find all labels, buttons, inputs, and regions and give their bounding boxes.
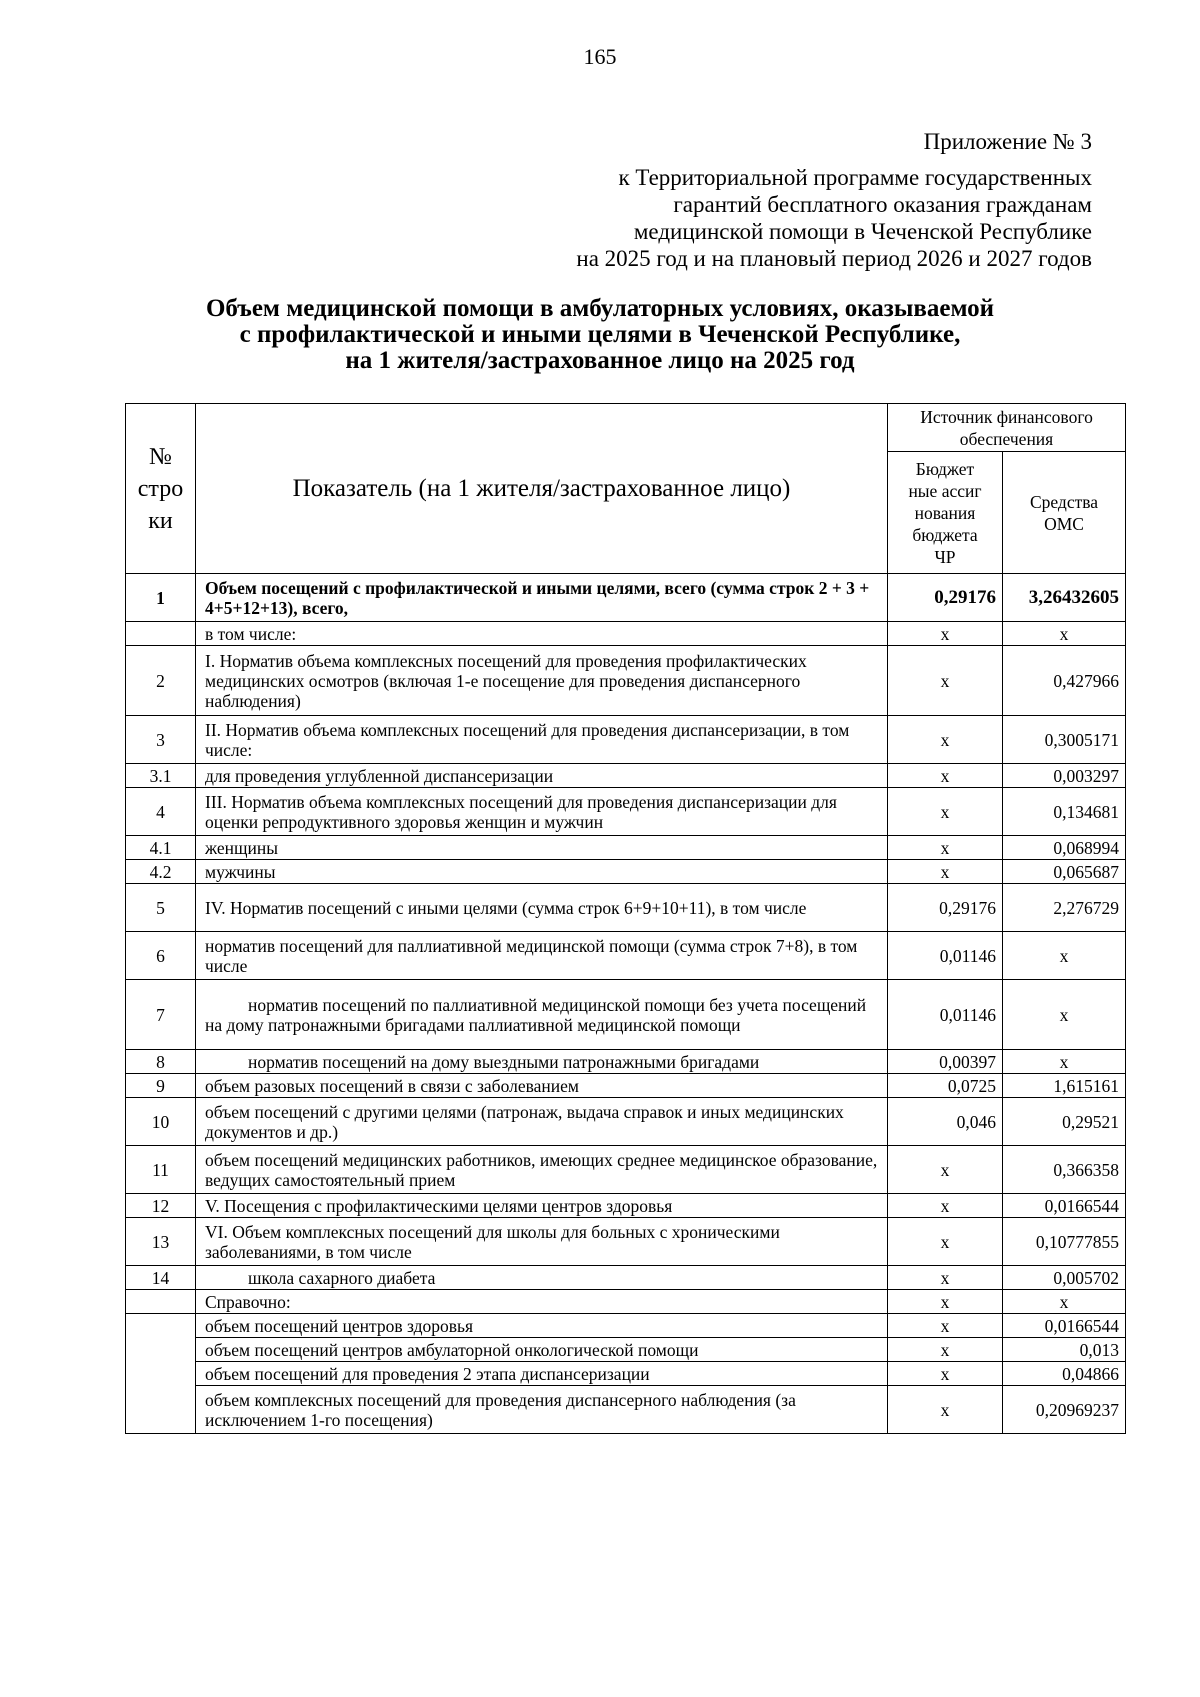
row-number: 4: [126, 788, 196, 836]
row-number: 3.1: [126, 764, 196, 788]
row-budget-value: х: [888, 1338, 1003, 1362]
table-row: [126, 980, 1126, 1050]
header-funding-source: Источник финансового обеспечения: [888, 404, 1126, 452]
row-indicator: I. Норматив объема комплексных посещений для проведения профилактических медицинских осмотров (включая 1-е посещение для проведения диспансерного наблюдения): [196, 646, 888, 716]
row-number: 10: [126, 1098, 196, 1146]
table-row: [126, 1338, 1126, 1362]
row-budget-value: 0,29176: [888, 884, 1003, 932]
table-row: [126, 1266, 1126, 1290]
row-number: 12: [126, 1194, 196, 1218]
row-number: 7: [126, 980, 196, 1050]
row-indicator: объем комплексных посещений для проведения диспансерного наблюдения (за исключением 1-го посещения): [196, 1386, 888, 1434]
document-title: [0, 296, 1200, 374]
table-row: [126, 1194, 1126, 1218]
table-row: [126, 788, 1126, 836]
row-indicator: объем разовых посещений в связи с заболеванием: [196, 1074, 888, 1098]
row-indicator: II. Норматив объема комплексных посещений для проведения диспансеризации, в том числе:: [196, 716, 888, 764]
row-number: 8: [126, 1050, 196, 1074]
table-row: [126, 646, 1126, 716]
table-row: [126, 1362, 1126, 1386]
row-number: 5: [126, 884, 196, 932]
title-line: на 1 жителя/застрахованное лицо на 2025 год: [345, 347, 855, 374]
row-indicator: норматив посещений на дому выездными патронажными бригадами: [196, 1050, 888, 1074]
row-budget-value: 0,01146: [888, 980, 1003, 1050]
row-number-empty: [126, 1314, 196, 1434]
table-row: [126, 764, 1126, 788]
row-budget-value: 0,00397: [888, 1050, 1003, 1074]
table-row: [126, 836, 1126, 860]
row-oms-value: х: [1003, 1050, 1126, 1074]
row-oms-value: 0,068994: [1003, 836, 1126, 860]
row-indicator: объем посещений центров здоровья: [196, 1314, 888, 1338]
row-budget-value: 0,046: [888, 1098, 1003, 1146]
row-indicator: III. Норматив объема комплексных посещений для проведения диспансеризации для оценки репродуктивного здоровья женщин и мужчин: [196, 788, 888, 836]
row-indicator: женщины: [196, 836, 888, 860]
row-oms-value: 0,013: [1003, 1338, 1126, 1362]
row-indicator: в том числе:: [196, 622, 888, 646]
table-row: [126, 1146, 1126, 1194]
table-row: [126, 574, 1126, 622]
row-number: 1: [126, 574, 196, 622]
appendix-block: [576, 128, 1092, 272]
row-number: 3: [126, 716, 196, 764]
row-oms-value: 0,003297: [1003, 764, 1126, 788]
table-row: [126, 1218, 1126, 1266]
row-indicator: Справочно:: [196, 1290, 888, 1314]
row-oms-value: 0,04866: [1003, 1362, 1126, 1386]
row-budget-value: х: [888, 622, 1003, 646]
row-budget-value: х: [888, 788, 1003, 836]
row-number: [126, 622, 196, 646]
table-row: [126, 932, 1126, 980]
row-indicator: мужчины: [196, 860, 888, 884]
data-table: [125, 403, 1126, 1434]
row-budget-value: х: [888, 860, 1003, 884]
row-indicator: объем посещений для проведения 2 этапа диспансеризации: [196, 1362, 888, 1386]
row-indicator: объем посещений медицинских работников, имеющих среднее медицинское образование, ведущих самостоятельный прием: [196, 1146, 888, 1194]
row-number: 4.2: [126, 860, 196, 884]
row-oms-value: х: [1003, 622, 1126, 646]
row-oms-value: 0,134681: [1003, 788, 1126, 836]
row-oms-value: 0,065687: [1003, 860, 1126, 884]
row-indicator: V. Посещения с профилактическими целями центров здоровья: [196, 1194, 888, 1218]
header-indicator: Показатель (на 1 жителя/застрахованное лицо): [196, 404, 888, 574]
table-row: [126, 622, 1126, 646]
row-budget-value: х: [888, 836, 1003, 860]
row-oms-value: 0,20969237: [1003, 1386, 1126, 1434]
header-budget: Бюджет ные ассиг нования бюджета ЧР: [888, 452, 1003, 574]
row-oms-value: 0,29521: [1003, 1098, 1126, 1146]
row-indicator: IV. Норматив посещений с иными целями (сумма строк 6+9+10+11), в том числе: [196, 884, 888, 932]
table-row: [126, 1290, 1126, 1314]
page-number: 165: [583, 44, 617, 69]
row-budget-value: х: [888, 764, 1003, 788]
row-oms-value: 0,005702: [1003, 1266, 1126, 1290]
appendix-title: Приложение № 3: [923, 129, 1092, 154]
row-number: 2: [126, 646, 196, 716]
row-number: 6: [126, 932, 196, 980]
table-row: [126, 1074, 1126, 1098]
row-budget-value: х: [888, 1266, 1003, 1290]
row-oms-value: 0,0166544: [1003, 1314, 1126, 1338]
row-budget-value: 0,01146: [888, 932, 1003, 980]
row-budget-value: х: [888, 716, 1003, 764]
row-number: 11: [126, 1146, 196, 1194]
row-number: 9: [126, 1074, 196, 1098]
row-budget-value: х: [888, 1386, 1003, 1434]
row-indicator: Объем посещений с профилактической и иными целями, всего (сумма строк 2 + 3 + 4+5+12+13), всего,: [196, 574, 888, 622]
row-oms-value: х: [1003, 932, 1126, 980]
row-budget-value: х: [888, 1146, 1003, 1194]
row-oms-value: 0,427966: [1003, 646, 1126, 716]
title-line: Объем медицинской помощи в амбулаторных условиях, оказываемой: [205, 295, 995, 322]
appendix-line: на 2025 год и на плановый период 2026 и 2027 годов: [576, 246, 1092, 271]
row-indicator: школа сахарного диабета: [196, 1266, 888, 1290]
row-number: 4.1: [126, 836, 196, 860]
appendix-line: медицинской помощи в Чеченской Республике: [633, 219, 1092, 244]
row-indicator: объем посещений с другими целями (патронаж, выдача справок и иных медицинских документов и др.): [196, 1098, 888, 1146]
row-oms-value: 2,276729: [1003, 884, 1126, 932]
row-budget-value: 0,0725: [888, 1074, 1003, 1098]
row-indicator: для проведения углубленной диспансеризации: [196, 764, 888, 788]
appendix-line: к Территориальной программе государственных: [618, 165, 1092, 190]
table-row: [126, 1050, 1126, 1074]
row-oms-value: 0,10777855: [1003, 1218, 1126, 1266]
row-budget-value: 0,29176: [888, 574, 1003, 622]
row-number: 14: [126, 1266, 196, 1290]
row-oms-value: 1,615161: [1003, 1074, 1126, 1098]
row-indicator: объем посещений центров амбулаторной онкологической помощи: [196, 1338, 888, 1362]
title-line: с профилактической и иными целями в Чеченской Республике,: [239, 321, 961, 348]
header-oms: Средства ОМС: [1003, 452, 1126, 574]
row-budget-value: х: [888, 1194, 1003, 1218]
row-budget-value: х: [888, 1218, 1003, 1266]
row-indicator: норматив посещений по паллиативной медицинской помощи без учета посещений на дому патронажными бригадами паллиативной медицинской помощи: [196, 980, 888, 1050]
row-oms-value: 3,26432605: [1003, 574, 1126, 622]
row-number: 13: [126, 1218, 196, 1266]
appendix-line: гарантий бесплатного оказания гражданам: [673, 192, 1092, 217]
row-oms-value: 0,0166544: [1003, 1194, 1126, 1218]
row-oms-value: х: [1003, 1290, 1126, 1314]
table-row: [126, 716, 1126, 764]
row-indicator: VI. Объем комплексных посещений для школы для больных с хроническими заболеваниями, в том числе: [196, 1218, 888, 1266]
row-number: [126, 1290, 196, 1314]
row-oms-value: 0,366358: [1003, 1146, 1126, 1194]
row-oms-value: 0,3005171: [1003, 716, 1126, 764]
table-row: [126, 1386, 1126, 1434]
table-row: [126, 884, 1126, 932]
header-row-number: № стро ки: [126, 404, 196, 574]
row-budget-value: х: [888, 1290, 1003, 1314]
row-indicator: норматив посещений для паллиативной медицинской помощи (сумма строк 7+8), в том числе: [196, 932, 888, 980]
row-budget-value: х: [888, 1314, 1003, 1338]
table-row: [126, 1314, 1126, 1338]
table-row: [126, 860, 1126, 884]
table-row: [126, 1098, 1126, 1146]
row-budget-value: х: [888, 646, 1003, 716]
row-oms-value: х: [1003, 980, 1126, 1050]
row-budget-value: х: [888, 1362, 1003, 1386]
